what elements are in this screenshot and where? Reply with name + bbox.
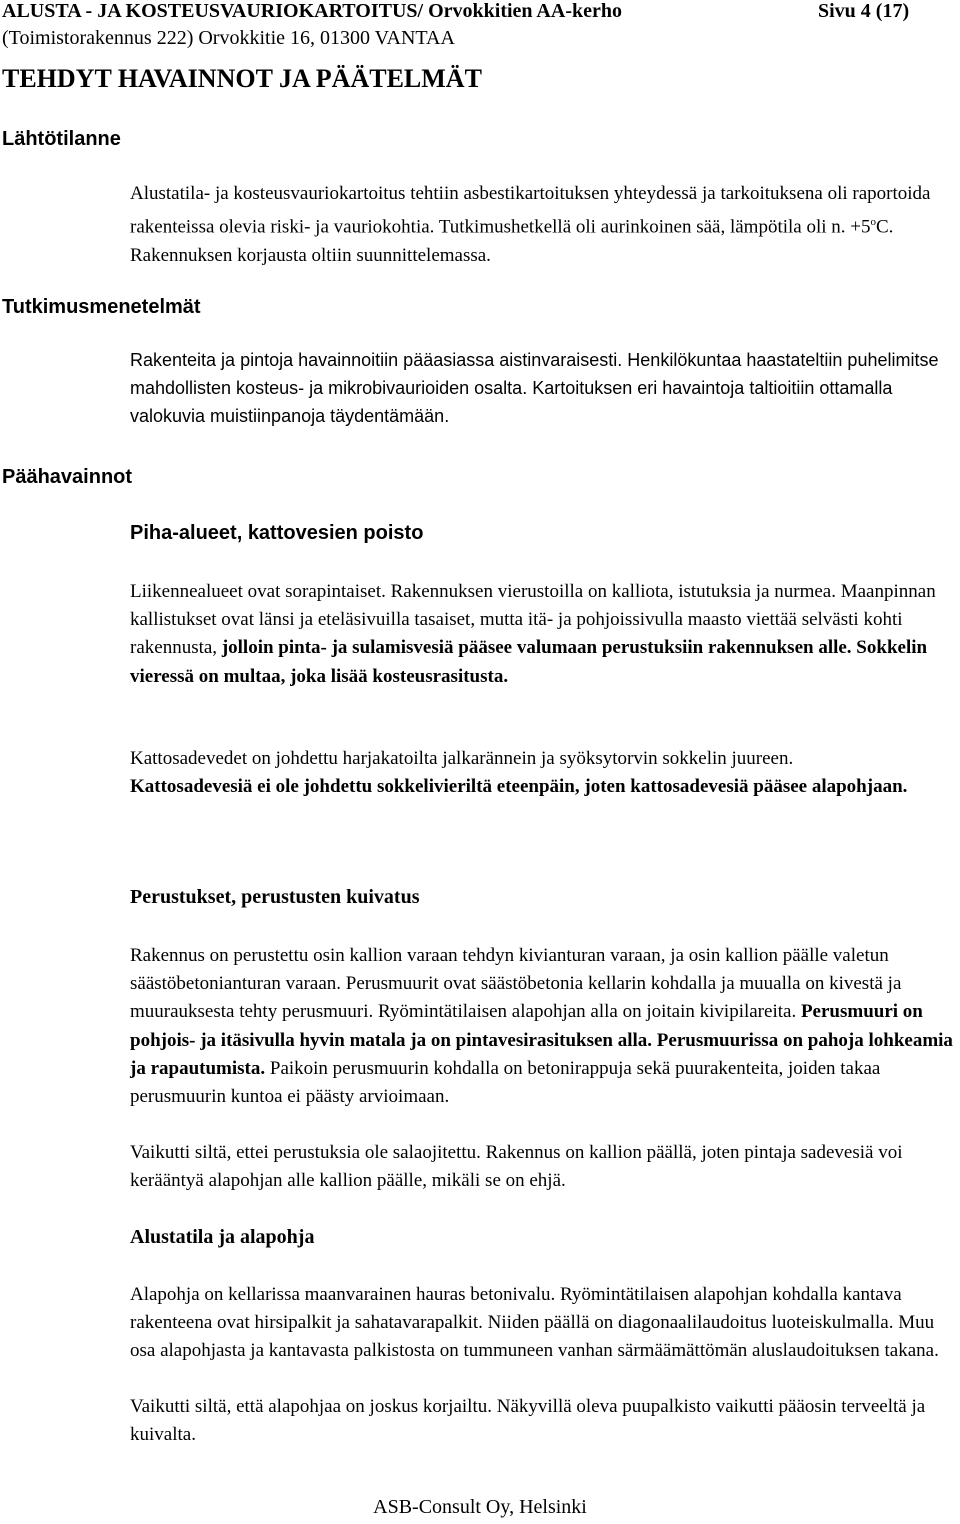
lahtotilanne-text: Alustatila- ja kosteusvauriokartoitus tehtiin asbestikartoituksen yhteydessä ja tarkoituksena oli raportoida rakenteissa olevia riski- ja vauriokohtia. Tutkimushetkellä oli aurinkoinen sää, lämpötila oli n. +5 [130, 183, 931, 238]
heading-alustatila: Alustatila ja alapohja [130, 1226, 315, 1248]
degree-mark: o [870, 216, 876, 229]
paragraph-perustukset-2: Vaikutti siltä, ettei perustuksia ole salaojitettu. Rakennus on kallion päällä, joten pintaja sadevesiä voi kerääntyä alapohjan alle kallion päälle, mikäli se on ehjä. [130, 1142, 903, 1192]
lahtotilanne-text-end: C. Rakennuksen korjausta oltiin suunnittelemassa. [130, 216, 894, 266]
heading-tutkimusmenetelmat: Tutkimusmenetelmät [2, 296, 201, 318]
address: (Toimistorakennus 222) Orvokkitie 16, 01300 VANTAA [2, 27, 455, 49]
heading-lahtotilanne: Lähtötilanne [2, 128, 121, 150]
piha-text-2: Kattosadevedet on johdettu harjakatoilta jalkarännein ja syöksytorvin sokkelin juureen. [130, 748, 794, 769]
document-title: ALUSTA - JA KOSTEUSVAURIOKARTOITUS/ Orvokkitien AA-kerho [2, 0, 622, 22]
perustukset-text-bold: Perusmuuri on pohjois- ja itäsivulla hyvin matala ja on pintavesirasituksen alla. Perusmuurissa on pahoja lohkeamia ja rapautumista. [130, 1001, 953, 1079]
paragraph-alustatila-1: Alapohja on kellarissa maanvarainen hauras betonivalu. Ryömintätilaisen alapohjan kohdalla kantava rakenteena ovat hirsipalkit ja sahatavarapalkit. Niiden päällä on diagonaalilaudoitus luoteiskulmalla. Muu osa alapohjasta ja kantavasta palkistosta on tummuneen vanhan särmäämättömän aluslaudoituksen takana. [130, 1284, 939, 1362]
paragraph-tutkimusmenetelmat: Rakenteita ja pintoja havainnoitiin pääasiassa aistinvaraisesti. Henkilökuntaa haastateltiin puhelimitse mahdollisten kosteus- ja mikrobivaurioiden osalta. Kartoituksen eri havaintoja taltioitiin ottamalla valokuvia muistiinpanoja täydentämään. [130, 350, 939, 427]
paragraph-perustukset-1 [130, 942, 956, 1111]
piha-text: Liikennealueet ovat sorapintaiset. Rakennuksen vierustoilla on kalliota, istutuksia ja nurmea. Maanpinnan kallistukset ovat länsi ja eteläsivuilla tasaiset, mutta itä- ja pohjoissivulla maasto viettää selvästi kohti rakennusta, [130, 581, 936, 659]
heading-piha: Piha-alueet, kattovesien poisto [130, 522, 424, 544]
perustukset-text-tail: Paikoin perusmuurin kohdalla on betonirappuja sekä puurakenteita, joiden takaa perusmuurin kuntoa ei päästy arvioimaan. [130, 1057, 881, 1108]
paragraph-alustatila-2: Vaikutti siltä, että alapohjaa on joskus korjailtu. Näkyvillä oleva puupalkisto vaikutti pääosin terveeltä ja kuivalta. [130, 1396, 926, 1446]
paragraph-piha-2 [130, 745, 956, 801]
heading-paahavainnot: Päähavainnot [2, 466, 133, 488]
piha-text-2-bold: Kattosadevesiä ei ole johdettu sokkelivieriltä eteenpäin, joten kattosadevesiä pääsee alapohjaan. [130, 776, 908, 798]
paragraph-piha-1 [130, 578, 956, 691]
heading-perustukset: Perustukset, perustusten kuivatus [130, 886, 420, 908]
perustukset-text: Rakennus on perustettu osin kallion varaan tehdyn kivianturan varaan, ja osin kallion päälle valetun säästöbetonianturan varaan. Perusmuurit ovat säästöbetonia kellarin kohdalla ja muualla on kivestä ja muurauksesta tehty perusmuuri. Ryömintätilaisen alapohjan alla on joitain kivipilareita. [130, 945, 902, 1023]
footer: ASB-Consult Oy, Helsinki [373, 1496, 587, 1518]
paragraph-lahtotilanne [130, 180, 956, 270]
main-title: TEHDYT HAVAINNOT JA PÄÄTELMÄT [2, 64, 482, 93]
page-number: Sivu 4 (17) [818, 0, 910, 22]
piha-text-bold: jolloin pinta- ja sulamisvesiä pääsee valumaan perustuksiin rakennuksen alle. Sokkelin vieressä on multaa, joka lisää kosteusrasitusta. [130, 637, 928, 687]
